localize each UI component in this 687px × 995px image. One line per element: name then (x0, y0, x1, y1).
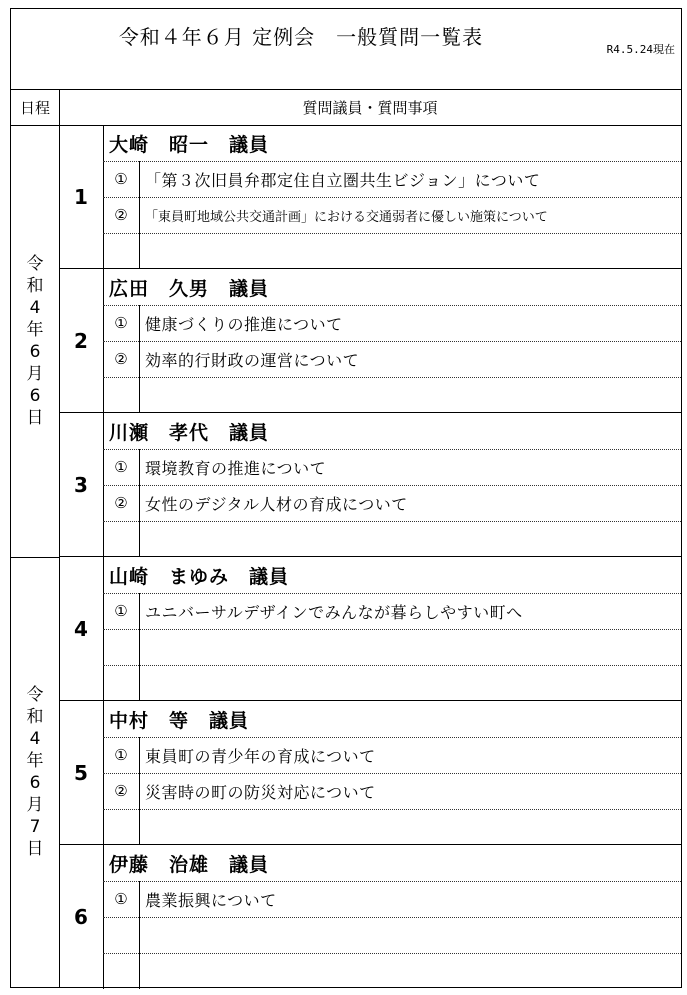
question-topic: 農業振興について (145, 890, 277, 910)
question-item-row (103, 449, 681, 486)
day-label-2 (27, 684, 44, 860)
item-marker (103, 665, 140, 701)
question-topic (145, 233, 681, 269)
question-body (103, 557, 681, 700)
question-item-row (103, 809, 681, 845)
question-topic: 東員町の青少年の育成について (145, 746, 376, 766)
question-item-row (103, 161, 681, 198)
day-label-char: 令 (26, 685, 44, 705)
item-marker (103, 629, 140, 665)
item-marker: ② (103, 485, 140, 521)
date-column-header: 日程 (11, 89, 60, 125)
day-label-char: 和 (26, 707, 44, 727)
day-label-char: 4 (29, 298, 41, 318)
item-marker (103, 917, 140, 953)
question-topic (145, 377, 681, 413)
question-topic (145, 521, 681, 557)
item-marker: ② (103, 773, 140, 809)
day-label-char: 4 (29, 729, 41, 749)
item-marker (103, 809, 140, 845)
question-item-row (103, 197, 681, 234)
day-label-char: 月 (26, 795, 44, 815)
question-item-row (103, 629, 681, 666)
member-name: 中村 等 議員 (103, 701, 681, 738)
item-marker: ① (103, 881, 140, 917)
question-item-row (103, 485, 681, 522)
question-body (103, 845, 681, 989)
question-body (103, 413, 681, 556)
document-title: 令和４年６月 定例会 一般質問一覧表 (118, 25, 484, 49)
question-topic: 災害時の町の防災対応について (145, 782, 376, 802)
question-block (59, 125, 681, 269)
question-block (59, 845, 681, 989)
question-body (103, 269, 681, 412)
day-label-char: 令 (26, 254, 44, 274)
question-block (59, 269, 681, 413)
question-item-row (103, 953, 681, 989)
question-number: 3 (59, 413, 104, 556)
question-topic: 女性のデジタル人材の育成について (145, 494, 408, 514)
item-marker: ① (103, 305, 140, 341)
member-name: 大崎 昭一 議員 (103, 125, 681, 162)
question-item-row (103, 737, 681, 774)
question-item-row (103, 377, 681, 413)
day-label-char: 6 (29, 342, 41, 362)
question-item-row (103, 521, 681, 557)
item-marker (103, 233, 140, 269)
day-label-char: 年 (26, 320, 44, 340)
question-number: 2 (59, 269, 104, 412)
item-marker (103, 953, 140, 989)
day-cell-2 (11, 557, 59, 987)
item-marker: ① (103, 737, 140, 773)
question-topic (145, 665, 681, 701)
as-of-date: R4.5.24現在 (606, 43, 675, 56)
question-block (59, 557, 681, 701)
item-marker: ① (103, 161, 140, 197)
schedule-sheet (10, 8, 682, 988)
question-number: 4 (59, 557, 104, 700)
content-column-header: 質問議員・質問事項 (302, 98, 438, 117)
question-number: 1 (59, 125, 104, 268)
day-label-char: 日 (26, 839, 44, 859)
question-topic: 健康づくりの推進について (145, 314, 343, 334)
question-item-row (103, 593, 681, 630)
day-label-char: 6 (29, 386, 41, 406)
question-topic: 「東員町地域公共交通計画」における交通弱者に優しい施策について (145, 209, 548, 225)
item-marker: ① (103, 593, 140, 629)
item-marker (103, 521, 140, 557)
question-topic: 効率的行財政の運営について (145, 350, 360, 370)
item-marker (103, 377, 140, 413)
day-cell-1 (11, 125, 59, 557)
question-item-row (103, 341, 681, 378)
question-topic (145, 953, 681, 989)
day-label-char: 日 (26, 408, 44, 428)
member-name: 川瀬 孝代 議員 (103, 413, 681, 450)
item-marker: ① (103, 449, 140, 485)
day-label-char: 月 (26, 364, 44, 384)
question-topic: 「第３次旧員弁郡定住自立圏共生ビジョン」について (145, 170, 541, 190)
question-item-row (103, 665, 681, 701)
question-topic (145, 629, 681, 665)
question-topic: ユニバーサルデザインでみんなが暮らしやすい町へ (145, 602, 523, 622)
question-topic: 環境教育の推進について (145, 458, 327, 478)
day-label-char: 和 (26, 276, 44, 296)
day-label-char: 7 (29, 817, 41, 837)
question-item-row (103, 917, 681, 954)
question-topic (145, 809, 681, 845)
day-label-char: 年 (26, 751, 44, 771)
question-number: 6 (59, 845, 104, 989)
member-name: 広田 久男 議員 (103, 269, 681, 306)
question-block (59, 413, 681, 557)
question-item-row (103, 881, 681, 918)
question-item-row (103, 773, 681, 810)
member-name: 伊藤 治雄 議員 (103, 845, 681, 882)
question-body (103, 701, 681, 844)
question-body (103, 125, 681, 268)
question-topic (145, 917, 681, 953)
day-label-1 (27, 253, 44, 429)
question-item-row (103, 233, 681, 269)
member-name: 山崎 まゆみ 議員 (103, 557, 681, 594)
day-label-char: 6 (29, 773, 41, 793)
question-item-row (103, 305, 681, 342)
question-block (59, 701, 681, 845)
item-marker: ② (103, 197, 140, 233)
item-marker: ② (103, 341, 140, 377)
question-number: 5 (59, 701, 104, 844)
